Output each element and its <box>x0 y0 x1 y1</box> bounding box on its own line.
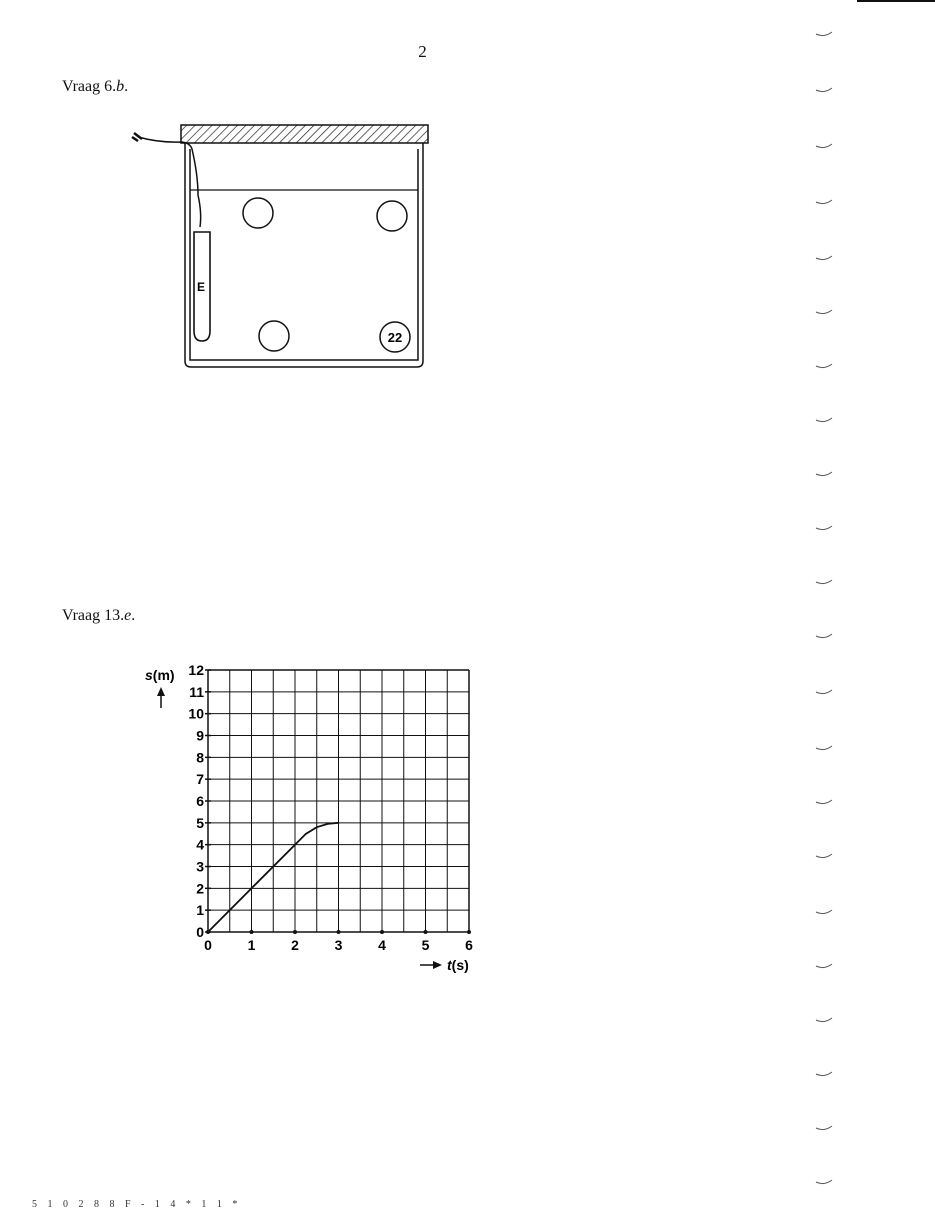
y-axis-arrow-icon <box>157 687 165 708</box>
x-tick-mark <box>337 930 341 934</box>
series-point <box>305 833 307 835</box>
x-tick-label: 2 <box>291 937 299 953</box>
y-axis-unit: (m) <box>152 667 175 683</box>
x-axis-arrow-icon <box>420 961 442 969</box>
y-tick-label: 6 <box>196 793 204 809</box>
question-13e-label-italic: e <box>124 607 132 624</box>
plug-icon <box>132 133 142 141</box>
y-tick-label: 0 <box>196 924 204 940</box>
circle-bottom-left <box>259 321 289 351</box>
x-tick-mark <box>467 930 471 934</box>
series-point <box>338 822 340 824</box>
x-tick-label: 4 <box>378 937 386 953</box>
circle-number: 22 <box>387 330 403 345</box>
question-6b-label-prefix: Vraag 6. <box>62 78 117 95</box>
x-tick-label: 5 <box>421 937 430 953</box>
power-cord <box>138 137 201 227</box>
series-point <box>294 844 296 846</box>
series-point <box>251 888 253 890</box>
y-tick-label: 1 <box>196 902 204 919</box>
x-tick-label: 6 <box>465 937 473 953</box>
y-axis-symbol: s <box>145 667 153 683</box>
circle-top-right <box>377 201 407 231</box>
question-13e-label <box>62 607 135 625</box>
question-6b-label-suffix: . <box>124 78 129 95</box>
x-tick-label: 0 <box>204 937 212 953</box>
aquarium-diagram <box>120 115 440 375</box>
footer-code: 5 1 0 2 8 8 F - 1 4 * 1 1 * <box>32 1199 242 1210</box>
y-axis-label <box>145 667 175 683</box>
heater-label: E <box>197 280 206 294</box>
x-tick-mark <box>293 930 297 934</box>
x-tick-mark <box>380 930 384 934</box>
question-13e-label-suffix: . <box>131 607 136 624</box>
y-tick-label: 2 <box>196 880 204 897</box>
series-point <box>327 823 329 825</box>
y-tick-label: 3 <box>196 858 204 875</box>
circle-top-left <box>243 198 273 228</box>
x-axis-unit: (s) <box>451 957 469 973</box>
y-tick-label: 9 <box>196 727 204 744</box>
y-tick-label: 4 <box>196 836 204 853</box>
distance-time-graph <box>130 652 510 982</box>
y-tick-label: 12 <box>188 662 204 678</box>
series-point <box>316 826 318 828</box>
lid <box>181 125 428 143</box>
y-tick-label: 8 <box>196 749 204 766</box>
series-point <box>207 931 209 933</box>
x-tick-mark <box>250 930 254 934</box>
y-tick-label: 7 <box>196 771 204 788</box>
page-number: 2 <box>418 42 427 61</box>
y-tick-label: 5 <box>196 814 204 831</box>
question-6b-label-italic: b <box>116 78 125 95</box>
x-axis-symbol: t <box>447 957 452 973</box>
y-tick-label: 11 <box>189 683 204 700</box>
x-axis-label <box>447 957 469 973</box>
question-13e-label-prefix: Vraag 13. <box>62 607 125 624</box>
x-tick-label: 1 <box>247 937 256 953</box>
y-tick-label: 10 <box>188 705 204 722</box>
x-tick-label: 3 <box>334 937 343 953</box>
x-tick-mark <box>424 930 428 934</box>
